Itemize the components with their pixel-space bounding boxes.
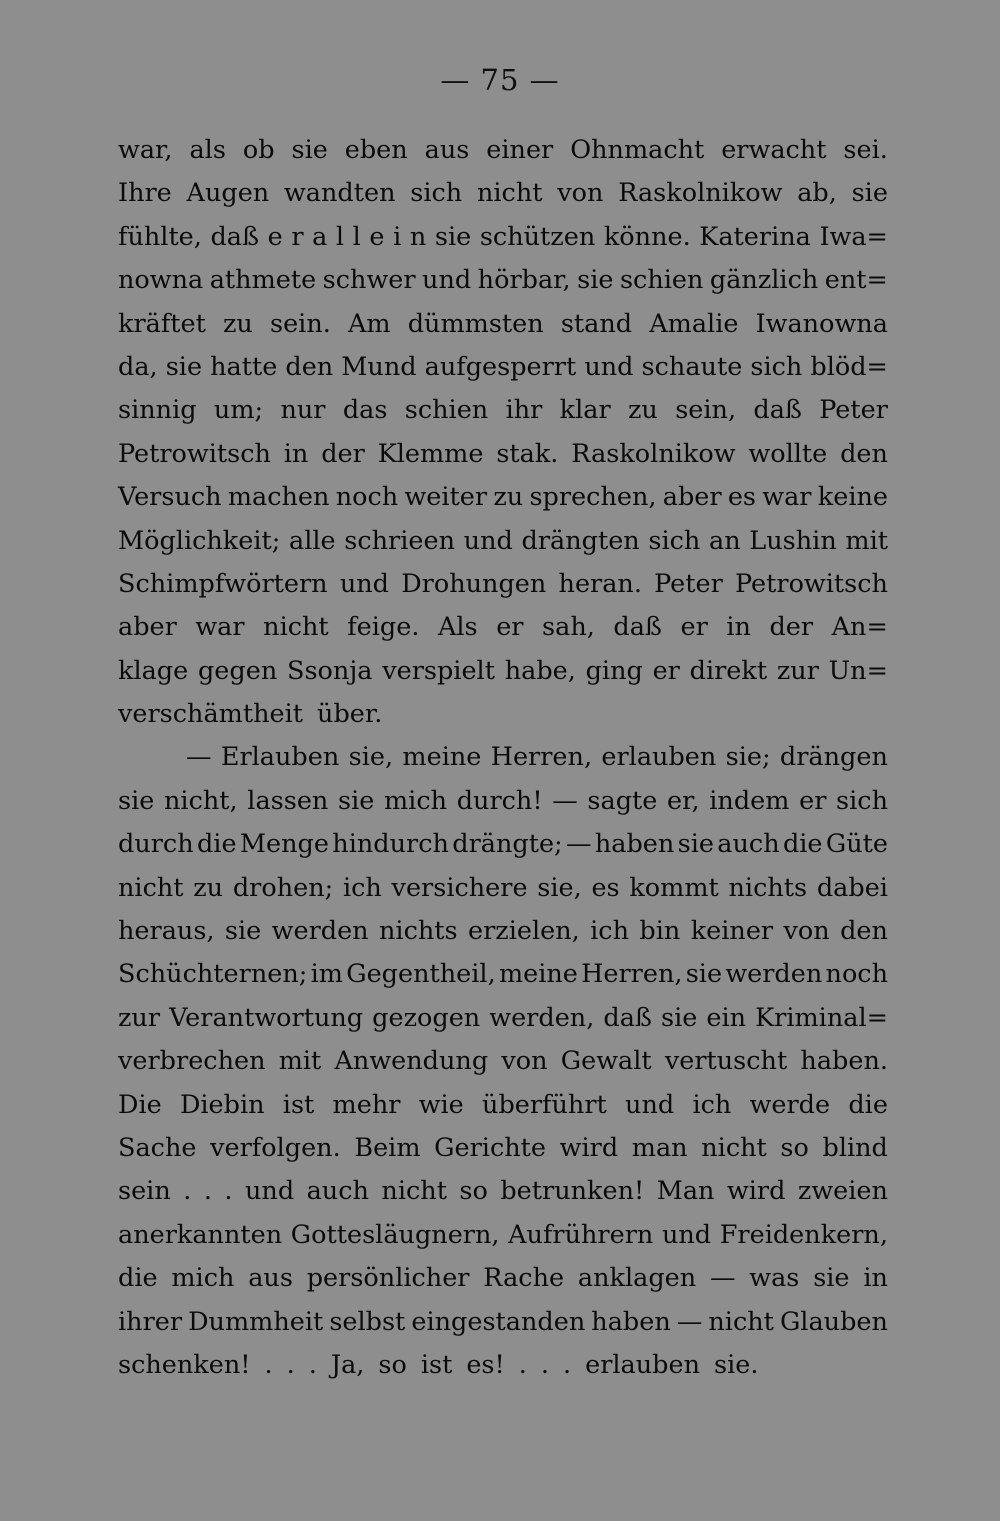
text-line: die mich aus persönlicher Rache anklagen — was sie in: [118, 1263, 888, 1294]
text-line: Möglichkeit; alle schrieen und drängten sich an Lushin mit: [118, 525, 888, 556]
text-line: zur Verantwortung gezogen werden, daß sie ein Kriminal=: [118, 1002, 888, 1033]
text-line: anerkannten Gottesläugnern, Aufrührern und Freidenkern,: [118, 1219, 888, 1250]
text-line: war, als ob sie eben aus einer Ohnmacht erwacht sei.: [118, 135, 888, 165]
text-line: nowna athmete schwer und hörbar, sie schien gänzlich ent=: [118, 265, 888, 296]
text-line: verbrechen mit Anwendung von Gewalt vertuscht haben.: [118, 1046, 888, 1077]
text-line: durch die Menge hindurch drängte; — haben sie auch die Güte: [118, 829, 888, 860]
text-line: kräftet zu sein. Am dümmsten stand Amalie Iwanowna: [118, 308, 888, 339]
body-text: [118, 129, 888, 1387]
text-line: klage gegen Ssonja verspielt habe, ging er direkt zur Un=: [118, 655, 888, 686]
text-line: Petrowitsch in der Klemme stak. Raskolnikow wollte den: [118, 438, 888, 469]
text-line: Die Diebin ist mehr wie überführt und ich werde die: [118, 1089, 888, 1120]
text-line: fühlte, daß e r a l l e i n sie schützen könne. Katerina Iwa=: [118, 221, 888, 252]
text-line: nicht zu drohen; ich versichere sie, es kommt nichts dabei: [118, 872, 888, 903]
text-line: Ihre Augen wandten sich nicht von Raskolnikow ab, sie: [118, 178, 888, 209]
text-line: Versuch machen noch weiter zu sprechen, aber es war keine: [118, 482, 888, 513]
text-line: aber war nicht feige. Als er sah, daß er in der An=: [118, 612, 888, 643]
text-line: heraus, sie werden nichts erzielen, ich bin keiner von den: [118, 916, 888, 947]
text-line: Schüchternen; im Gegentheil, meine Herren, sie werden noch: [118, 959, 888, 990]
text-line: verschämtheit über.: [118, 699, 383, 730]
text-line: Schimpfwörtern und Drohungen heran. Peter Petrowitsch: [118, 568, 888, 599]
text-line: da, sie hatte den Mund aufgesperrt und schaute sich blöd=: [118, 351, 888, 382]
text-line: sein . . . und auch nicht so betrunken! Man wird zweien: [118, 1176, 888, 1207]
text-line: — Erlauben sie, meine Herren, erlauben sie; drängen: [186, 742, 888, 773]
text-line: sie nicht, lassen sie mich durch! — sagte er, indem er sich: [118, 785, 888, 816]
text-line: Sache verfolgen. Beim Gerichte wird man nicht so blind: [118, 1132, 888, 1163]
text-line: sinnig um; nur das schien ihr klar zu sein, daß Peter: [118, 395, 888, 426]
page-number: — 75 —: [440, 63, 560, 97]
text-line: ihrer Dummheit selbst eingestanden haben — nicht Glauben: [118, 1306, 888, 1337]
text-line: schenken! . . . Ja, so ist es! . . . erlauben sie.: [118, 1349, 759, 1380]
